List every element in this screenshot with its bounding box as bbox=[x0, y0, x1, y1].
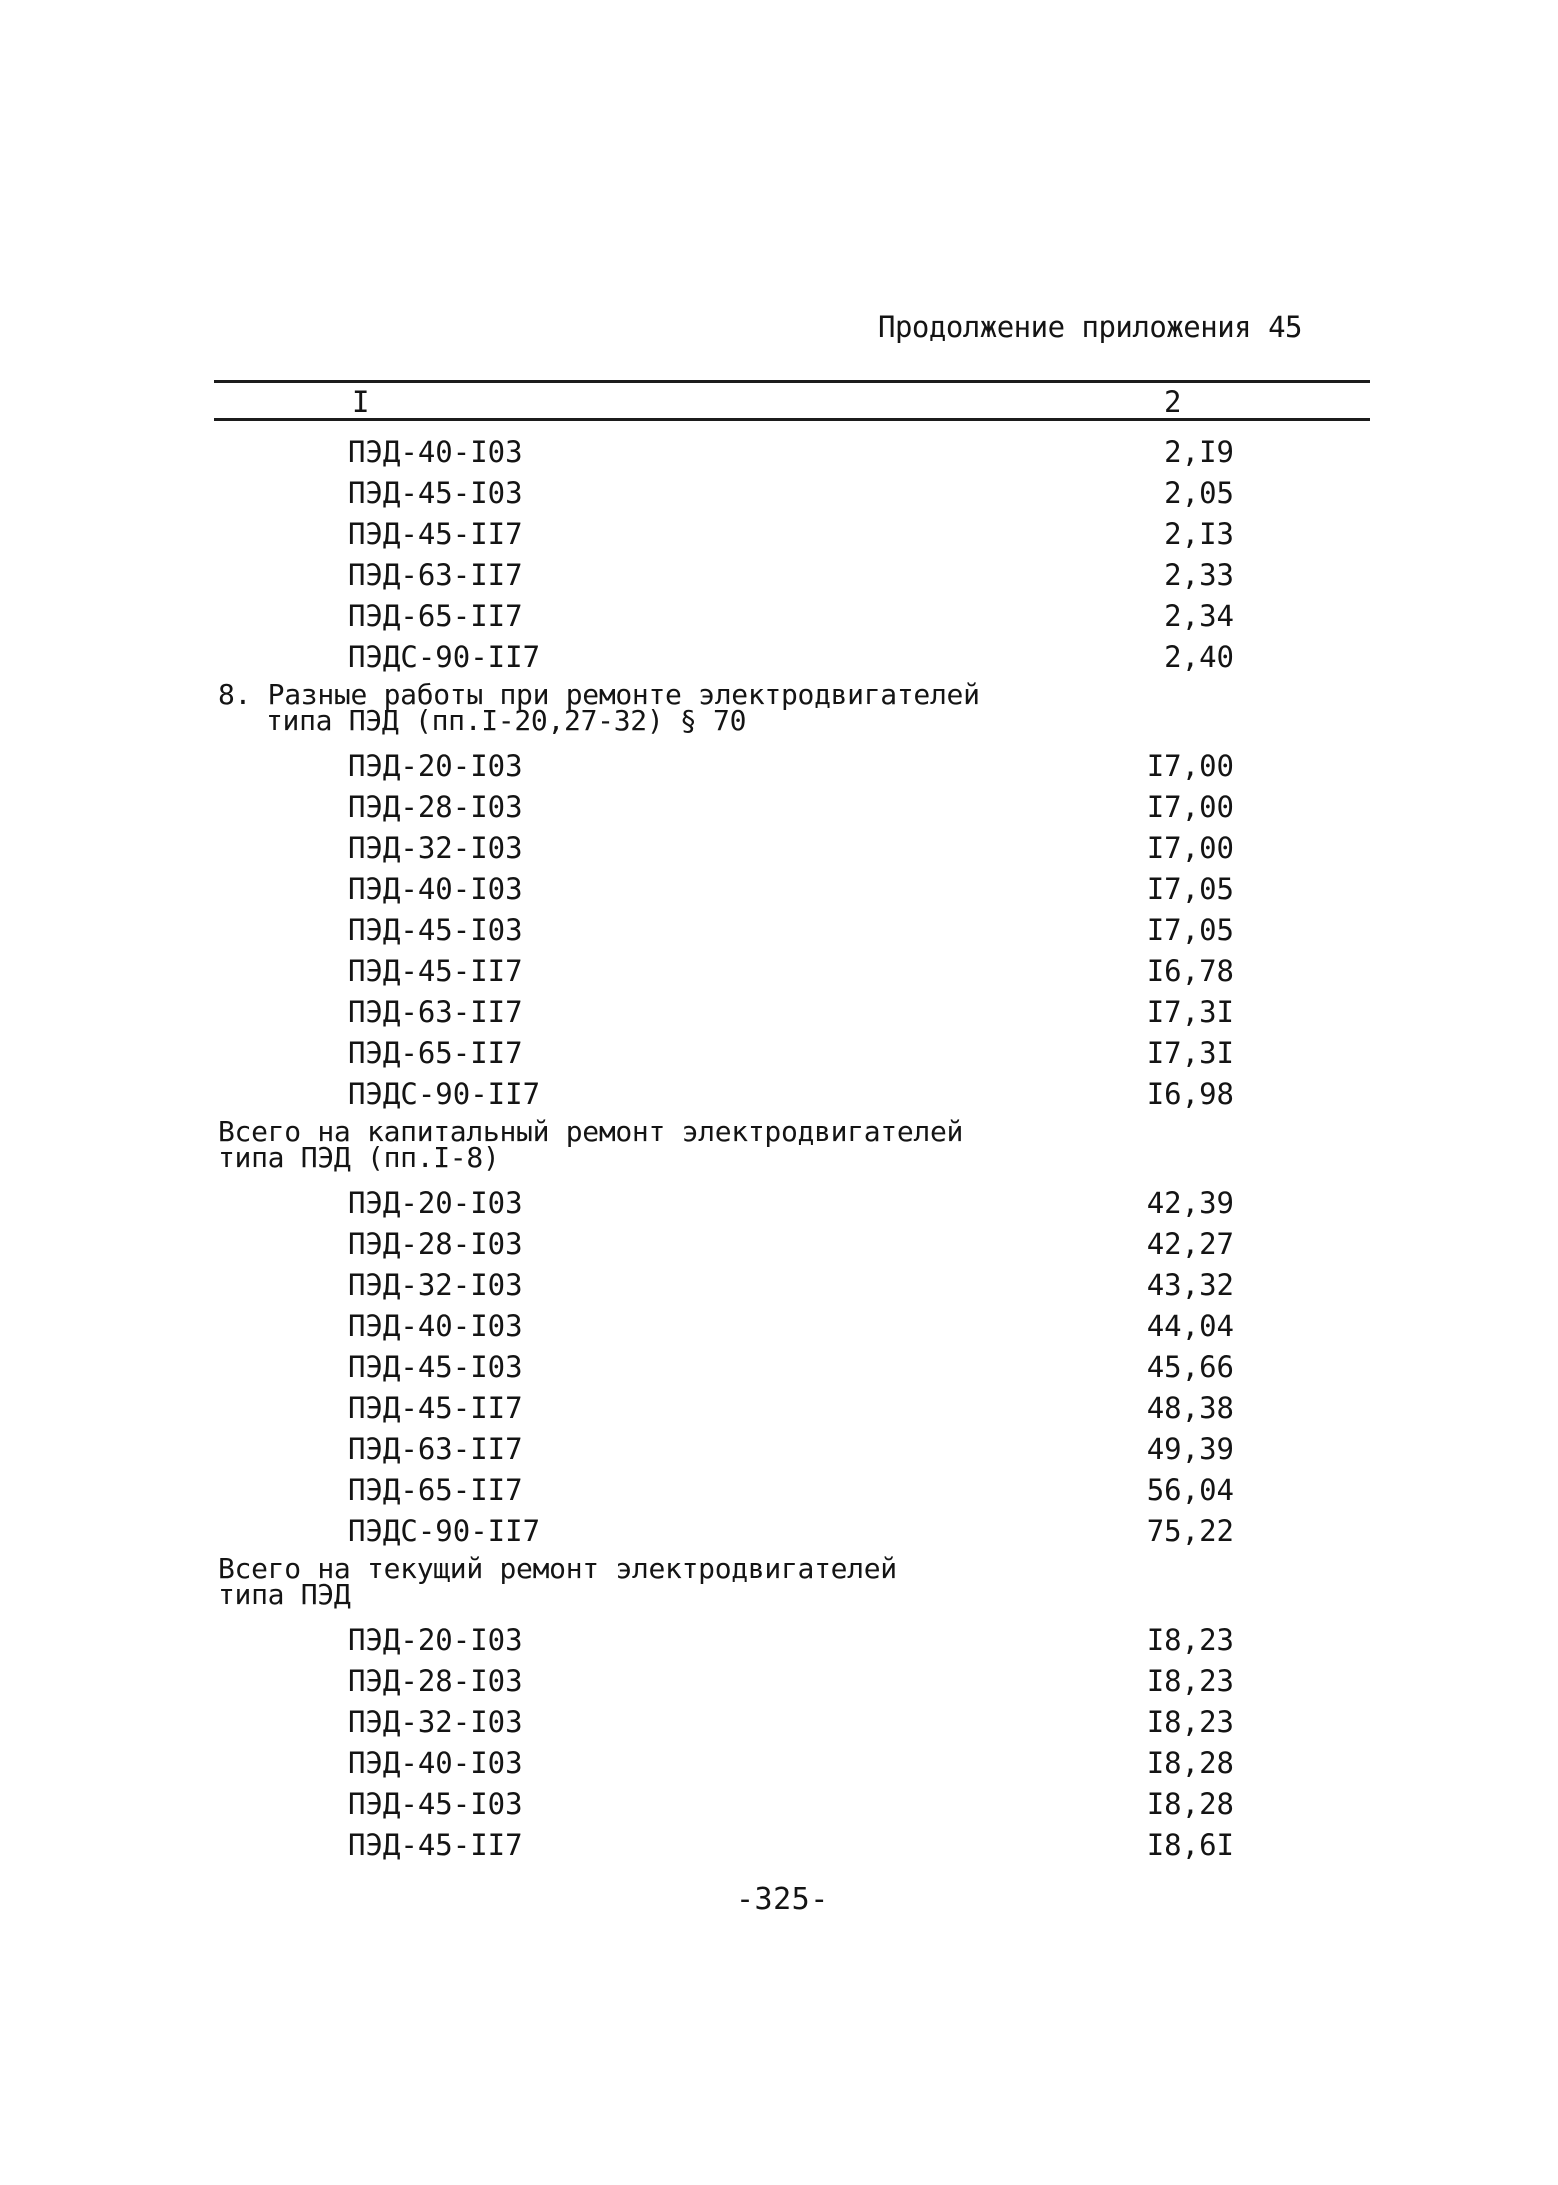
row-value: 75,22 bbox=[1146, 1514, 1234, 1548]
row-value: I8,28 bbox=[1146, 1787, 1234, 1821]
motor-type: ПЭД-20-I03 bbox=[348, 749, 523, 783]
total-current-subtitle: типа ПЭД bbox=[218, 1578, 351, 1611]
motor-type: ПЭД-65-II7 bbox=[348, 599, 523, 633]
motor-type: ПЭДС-90-II7 bbox=[348, 1077, 541, 1111]
table-row bbox=[0, 1702, 1558, 1743]
table-row bbox=[0, 1661, 1558, 1702]
motor-type: ПЭД-45-I03 bbox=[348, 476, 523, 510]
total-capital-heading bbox=[0, 1115, 1558, 1183]
row-value: 2,05 bbox=[1164, 476, 1234, 510]
motor-type: ПЭД-32-I03 bbox=[348, 831, 523, 865]
table-row bbox=[0, 473, 1558, 514]
row-value: I6,98 bbox=[1146, 1077, 1234, 1111]
table-top-rule bbox=[214, 380, 1370, 383]
motor-type: ПЭД-45-II7 bbox=[348, 517, 523, 551]
continuation-header: Продолжение приложения 45 bbox=[878, 310, 1302, 344]
table-row bbox=[0, 1429, 1558, 1470]
table-row bbox=[0, 1388, 1558, 1429]
table-row bbox=[0, 1470, 1558, 1511]
total-capital-subtitle: типа ПЭД (пп.I-8) bbox=[218, 1141, 500, 1174]
motor-type: ПЭД-65-II7 bbox=[348, 1036, 523, 1070]
table-row bbox=[0, 869, 1558, 910]
motor-type: ПЭД-45-I03 bbox=[348, 913, 523, 947]
motor-type: ПЭД-63-II7 bbox=[348, 1432, 523, 1466]
motor-type: ПЭД-40-I03 bbox=[348, 435, 523, 469]
row-value: 2,40 bbox=[1164, 640, 1234, 674]
table-row bbox=[0, 787, 1558, 828]
table-row bbox=[0, 637, 1558, 678]
table-body bbox=[0, 432, 1558, 1866]
motor-type: ПЭД-45-I03 bbox=[348, 1350, 523, 1384]
row-value: 2,33 bbox=[1164, 558, 1234, 592]
motor-type: ПЭД-63-II7 bbox=[348, 995, 523, 1029]
section-8-subtitle: типа ПЭД (пп.I-20,27-32) § 70 bbox=[266, 704, 747, 737]
row-value: 48,38 bbox=[1146, 1391, 1234, 1425]
motor-type: ПЭД-45-II7 bbox=[348, 954, 523, 988]
row-value: I8,28 bbox=[1146, 1746, 1234, 1780]
motor-type: ПЭД-32-I03 bbox=[348, 1268, 523, 1302]
row-value: I7,05 bbox=[1146, 913, 1234, 947]
row-value: I8,23 bbox=[1146, 1623, 1234, 1657]
table-row bbox=[0, 1224, 1558, 1265]
table-row bbox=[0, 828, 1558, 869]
row-value: 42,39 bbox=[1146, 1186, 1234, 1220]
table-row bbox=[0, 1347, 1558, 1388]
table-row bbox=[0, 1074, 1558, 1115]
column-header-1: I bbox=[352, 385, 370, 419]
row-value: 49,39 bbox=[1146, 1432, 1234, 1466]
row-value: I7,3I bbox=[1146, 995, 1234, 1029]
table-row bbox=[0, 596, 1558, 637]
page-number: -325- bbox=[736, 1882, 829, 1917]
total-current-heading bbox=[0, 1552, 1558, 1620]
table-row bbox=[0, 1784, 1558, 1825]
total-capital-title: Всего на капитальный ремонт электродвигателей bbox=[218, 1115, 964, 1148]
table-row bbox=[0, 1511, 1558, 1552]
row-value: I7,00 bbox=[1146, 790, 1234, 824]
table-row bbox=[0, 746, 1558, 787]
row-value: 42,27 bbox=[1146, 1227, 1234, 1261]
total-current-title: Всего на текущий ремонт электродвигателей bbox=[218, 1552, 897, 1585]
column-header-2: 2 bbox=[1164, 385, 1182, 419]
row-value: I8,23 bbox=[1146, 1705, 1234, 1739]
table-row bbox=[0, 951, 1558, 992]
table-row bbox=[0, 1033, 1558, 1074]
row-value: I7,3I bbox=[1146, 1036, 1234, 1070]
motor-type: ПЭД-28-I03 bbox=[348, 1664, 523, 1698]
table-row bbox=[0, 555, 1558, 596]
motor-type: ПЭД-20-I03 bbox=[348, 1623, 523, 1657]
motor-type: ПЭДС-90-II7 bbox=[348, 1514, 541, 1548]
motor-type: ПЭД-45-II7 bbox=[348, 1391, 523, 1425]
row-value: 2,34 bbox=[1164, 599, 1234, 633]
motor-type: ПЭД-63-II7 bbox=[348, 558, 523, 592]
motor-type: ПЭД-28-I03 bbox=[348, 790, 523, 824]
row-value: I7,00 bbox=[1146, 831, 1234, 865]
row-value: 2,I3 bbox=[1164, 517, 1234, 551]
table-row bbox=[0, 1825, 1558, 1866]
table-row bbox=[0, 910, 1558, 951]
row-value: I8,23 bbox=[1146, 1664, 1234, 1698]
row-value: 56,04 bbox=[1146, 1473, 1234, 1507]
section-8-heading bbox=[0, 678, 1558, 746]
motor-type: ПЭДС-90-II7 bbox=[348, 640, 541, 674]
motor-type: ПЭД-40-I03 bbox=[348, 1746, 523, 1780]
motor-type: ПЭД-40-I03 bbox=[348, 872, 523, 906]
row-value: I7,00 bbox=[1146, 749, 1234, 783]
table-row bbox=[0, 514, 1558, 555]
table-row bbox=[0, 1183, 1558, 1224]
row-value: 2,I9 bbox=[1164, 435, 1234, 469]
table-row bbox=[0, 432, 1558, 473]
motor-type: ПЭД-28-I03 bbox=[348, 1227, 523, 1261]
table-row bbox=[0, 1265, 1558, 1306]
motor-type: ПЭД-45-II7 bbox=[348, 1828, 523, 1862]
row-value: 44,04 bbox=[1146, 1309, 1234, 1343]
table-row bbox=[0, 1620, 1558, 1661]
table-row bbox=[0, 1306, 1558, 1347]
motor-type: ПЭД-40-I03 bbox=[348, 1309, 523, 1343]
row-value: I7,05 bbox=[1146, 872, 1234, 906]
table-header-rule bbox=[214, 418, 1370, 421]
row-value: 45,66 bbox=[1146, 1350, 1234, 1384]
section-8-title: 8. Разные работы при ремонте электродвигателей bbox=[218, 678, 980, 711]
motor-type: ПЭД-20-I03 bbox=[348, 1186, 523, 1220]
motor-type: ПЭД-65-II7 bbox=[348, 1473, 523, 1507]
table-row bbox=[0, 1743, 1558, 1784]
row-value: 43,32 bbox=[1146, 1268, 1234, 1302]
row-value: I6,78 bbox=[1146, 954, 1234, 988]
motor-type: ПЭД-45-I03 bbox=[348, 1787, 523, 1821]
row-value: I8,6I bbox=[1146, 1828, 1234, 1862]
motor-type: ПЭД-32-I03 bbox=[348, 1705, 523, 1739]
table-row bbox=[0, 992, 1558, 1033]
